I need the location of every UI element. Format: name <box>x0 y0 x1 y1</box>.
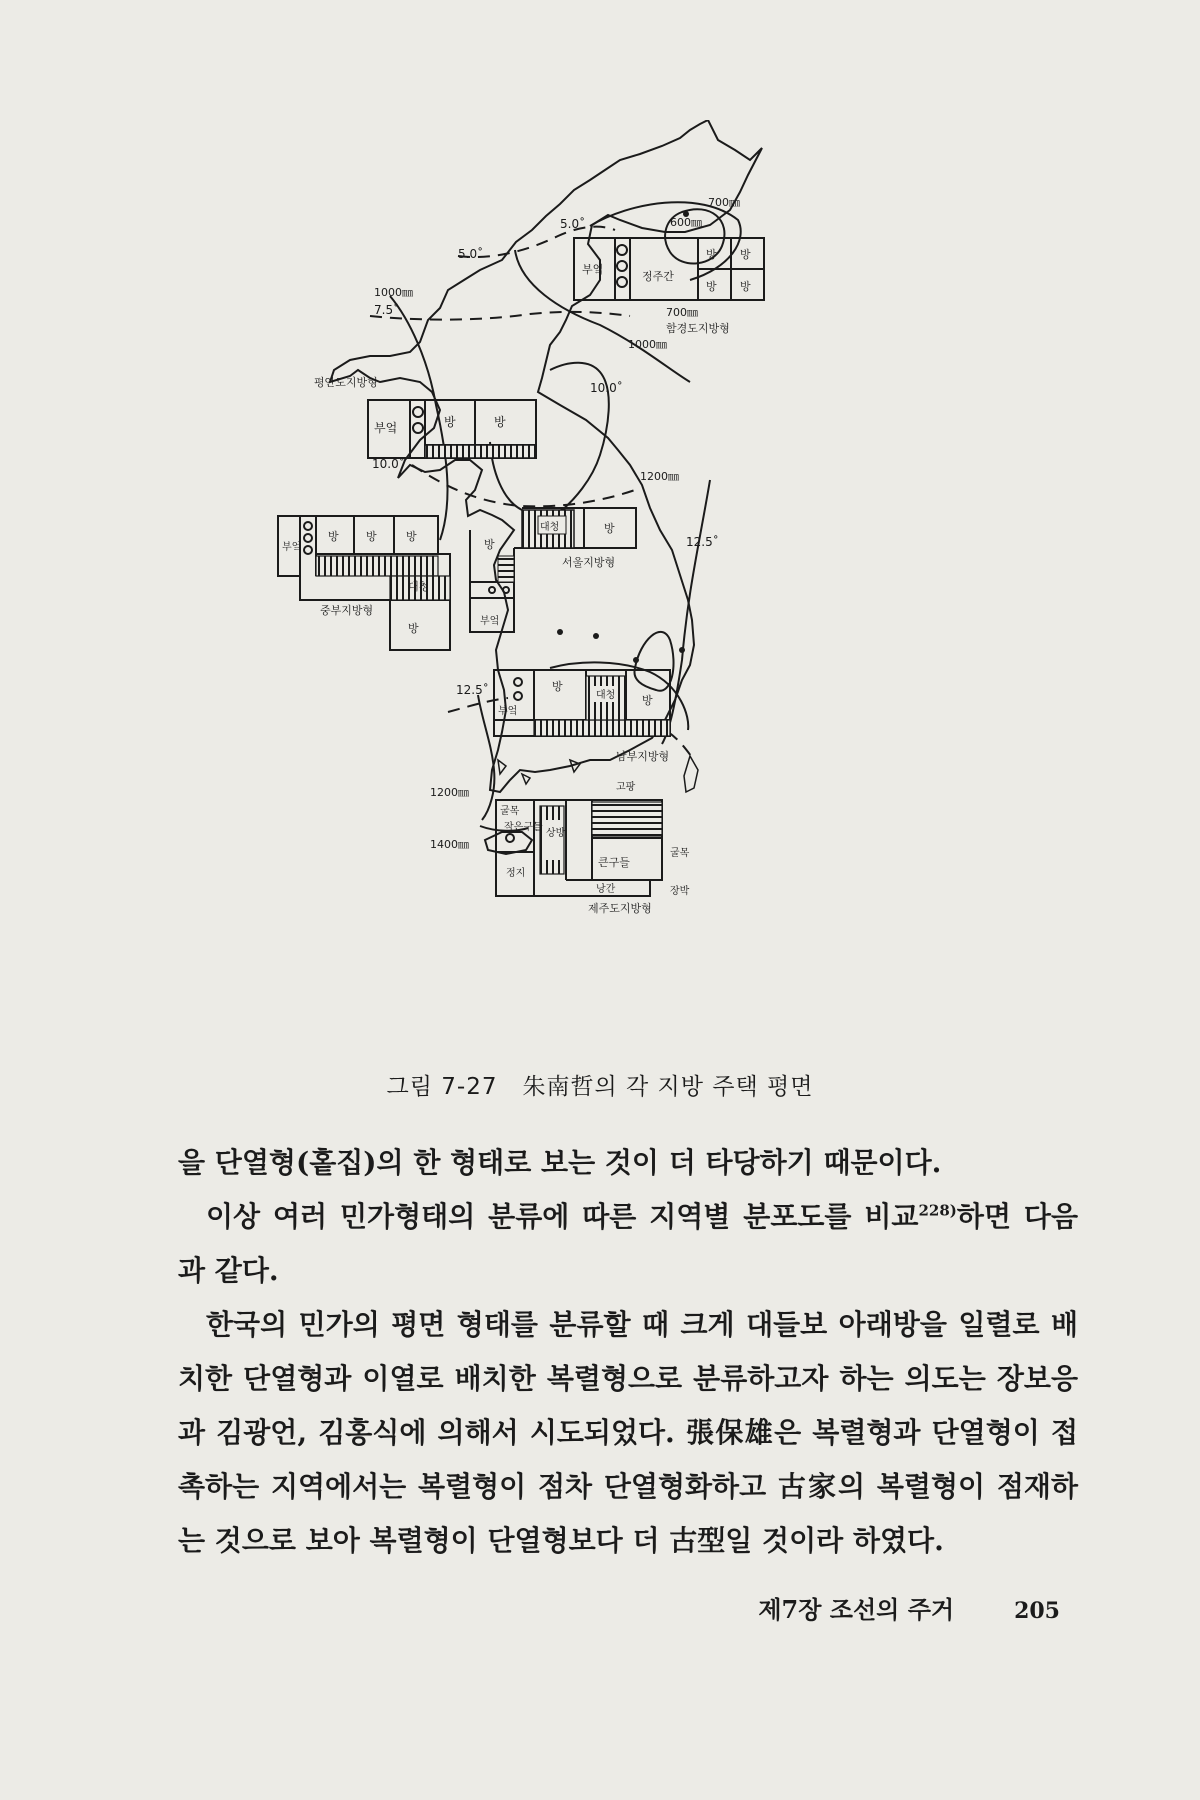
chapter-title: 제7장 조선의 주거 <box>758 1595 955 1624</box>
page-footer <box>758 1590 1060 1625</box>
jeju-label: 정지 <box>506 868 526 879</box>
nambu-room: 방 <box>552 680 563 693</box>
hamgyeong-room: 방 <box>740 248 751 261</box>
jeju-name: 제주도지방형 <box>588 902 652 915</box>
temp-label: 10.0˚ <box>372 457 405 471</box>
paragraph-comparison-part-b: 하면 다음 과 같다. <box>178 1200 1078 1287</box>
figure-caption <box>0 1068 1200 1101</box>
jeju-label: 장박 <box>670 886 690 897</box>
nambu-kitchen: 부엌 <box>498 706 518 717</box>
rain-label: 700㎜ <box>708 196 740 209</box>
rain-label: 1200㎜ <box>430 786 469 799</box>
footnote-ref: 228) <box>918 1201 957 1220</box>
jeju-label: 굴목 <box>500 806 520 817</box>
nambu-hall: 대청 <box>596 690 616 701</box>
paragraph-comparison <box>178 1190 1078 1298</box>
temp-label: 10.0˚ <box>590 381 623 395</box>
jeju-label: 고팡 <box>616 782 636 793</box>
rain-label: 600㎜ <box>670 216 702 229</box>
pyeongan-room: 방 <box>444 415 456 429</box>
jeju-label: 큰구들 <box>598 856 630 869</box>
distribution-map-figure <box>270 120 870 1050</box>
rain-label: 1400㎜ <box>430 838 469 851</box>
hamgyeong-name: 함경도지방형 <box>666 322 730 335</box>
rain-label: 1000㎜ <box>628 338 667 351</box>
seoul-room: 방 <box>604 522 615 535</box>
hamgyeong-jeongju: 정주간 <box>642 270 674 283</box>
jeju-label: 작은구들 <box>504 822 543 833</box>
rain-label: 700㎜ <box>666 306 698 319</box>
hamgyeong-room: 방 <box>706 280 717 293</box>
seoul-name: 서울지방형 <box>562 556 616 569</box>
jungbu-room: 방 <box>366 530 377 543</box>
jungbu-kitchen: 부엌 <box>282 542 302 553</box>
seoul-hall: 대청 <box>540 522 560 533</box>
hamgyeong-room: 방 <box>706 248 717 261</box>
seoul-kitchen: 부엌 <box>480 616 500 627</box>
page-number: 205 <box>1014 1598 1060 1624</box>
body-text <box>178 1136 1078 1568</box>
temp-label: 12.5˚ <box>456 683 489 697</box>
jungbu-room: 방 <box>408 622 419 635</box>
pyeongan-kitchen: 부엌 <box>374 421 398 435</box>
pyeongan-name: 평안도지방형 <box>314 376 378 389</box>
jeju-label: 상방 <box>546 828 566 839</box>
jungbu-name: 중부지방형 <box>320 604 374 617</box>
rain-label: 1000㎜ <box>374 286 413 299</box>
jungbu-room: 방 <box>328 530 339 543</box>
caption-number: 그림 7-27 <box>386 1074 498 1100</box>
jungbu-hall: 대청 <box>408 580 430 593</box>
hamgyeong-room: 방 <box>740 280 751 293</box>
nambu-name: 남부지방형 <box>616 750 670 763</box>
rain-label: 1200㎜ <box>640 470 679 483</box>
pyeongan-room: 방 <box>494 415 506 429</box>
hamgyeong-kitchen: 부엌 <box>582 263 604 276</box>
jeju-label: 굴목 <box>670 848 690 859</box>
seoul-room: 방 <box>484 538 495 551</box>
jeju-label: 낭간 <box>596 884 616 895</box>
paragraph-classification: 한국의 민가의 평면 형태를 분류할 때 크게 대들보 아래방을 일렬로 배치한 단열형과 이열로 배치한 복렬형으로 분류하고자 하는 의도는 장보응과 김광언, 김홍식에 의해서 시도되었다. 張保雄은 복렬형과 단열형이 접촉하는 지역에서는 복렬형이 점차 단열형화하고 古家의 복렬형이 점재하는 것으로 보아 복렬형이 단열형보다 더 古型일 것이라 하였다. <box>178 1308 1078 1557</box>
temp-label: 5.0˚ <box>560 217 586 231</box>
caption-text: 朱南哲의 각 지방 주택 평면 <box>522 1074 814 1100</box>
paragraph-comparison-part-a: 이상 여러 민가형태의 분류에 따른 지역별 분포도를 비교 <box>206 1200 919 1233</box>
temp-label: 7.5˚ <box>374 303 400 317</box>
nambu-room: 방 <box>642 694 653 707</box>
jungbu-room: 방 <box>406 530 417 543</box>
paragraph-continuation: 을 단열형(홑집)의 한 형태로 보는 것이 더 타당하기 때문이다. <box>178 1146 942 1179</box>
temp-label: 12.5˚ <box>686 535 719 549</box>
temp-label: 5.0˚ <box>458 247 484 261</box>
